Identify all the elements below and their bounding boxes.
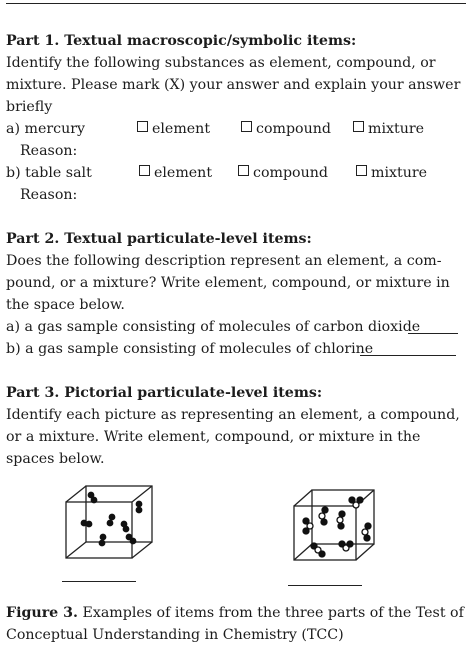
part3-instruction-line: Identify each picture as representing an element, a compound, <box>6 407 460 423</box>
part2-instructions <box>6 250 458 316</box>
part1-item-b-label: b) table salt <box>6 165 92 181</box>
part1-instructions <box>6 52 461 118</box>
option-element-a[interactable]: element <box>137 118 210 140</box>
part2-instruction-line: the space below. <box>6 297 125 313</box>
checkbox[interactable] <box>139 165 150 176</box>
part3-heading: Part 3. Pictorial particulate-level items: <box>6 385 323 401</box>
part1-item-a-reason: Reason: <box>20 143 78 159</box>
part1-item-a-label: a) mercury <box>6 121 86 137</box>
answer-blank-picture-1[interactable] <box>62 581 136 582</box>
option-element-b[interactable]: element <box>139 162 212 184</box>
part1-instruction-line: Identify the following substances as element, compound, or <box>6 55 436 71</box>
part1-instruction-line: briefly <box>6 99 53 115</box>
part2-item-b: b) a gas sample consisting of molecules of chlorine <box>6 341 374 357</box>
part1-item-b-reason: Reason: <box>20 187 78 203</box>
part2-instruction-line: pound, or a mixture? Write element, compound, or mixture in <box>6 275 450 291</box>
part2-heading: Part 2. Textual particulate-level items: <box>6 231 312 247</box>
part1-instruction-line: mixture. Please mark (X) your answer and explain your answer <box>6 77 461 93</box>
option-compound-b[interactable]: compound <box>238 162 328 184</box>
caption-text-line1: Examples of items from the three parts of the Test of <box>77 605 464 621</box>
top-rule <box>6 3 466 4</box>
particle-cube-diagram-2 <box>288 486 380 566</box>
checkbox[interactable] <box>137 121 148 132</box>
part2-item-a: a) a gas sample consisting of molecules of carbon dioxide <box>6 319 421 335</box>
part2-instruction-line: Does the following description represent an element, a com- <box>6 253 442 269</box>
figure-caption <box>6 602 464 646</box>
figure-label: Figure 3. <box>6 605 78 621</box>
answer-blank-b[interactable] <box>360 355 456 356</box>
part3-instructions <box>6 404 458 470</box>
option-compound-a[interactable]: compound <box>241 118 331 140</box>
caption-text-line2: Conceptual Understanding in Chemistry (TCC) <box>6 627 344 643</box>
option-mixture-b[interactable]: mixture <box>356 162 427 184</box>
checkbox[interactable] <box>353 121 364 132</box>
checkbox[interactable] <box>238 165 249 176</box>
answer-blank-a[interactable] <box>408 333 458 334</box>
part3-instruction-line: or a mixture. Write element, compound, or mixture in the <box>6 429 421 445</box>
answer-blank-picture-2[interactable] <box>288 585 362 586</box>
option-mixture-a[interactable]: mixture <box>353 118 424 140</box>
checkbox[interactable] <box>356 165 367 176</box>
checkbox[interactable] <box>241 121 252 132</box>
particle-cube-diagram-1 <box>60 480 160 562</box>
part3-instruction-line: spaces below. <box>6 451 105 467</box>
part1-heading: Part 1. Textual macroscopic/symbolic items: <box>6 33 357 49</box>
